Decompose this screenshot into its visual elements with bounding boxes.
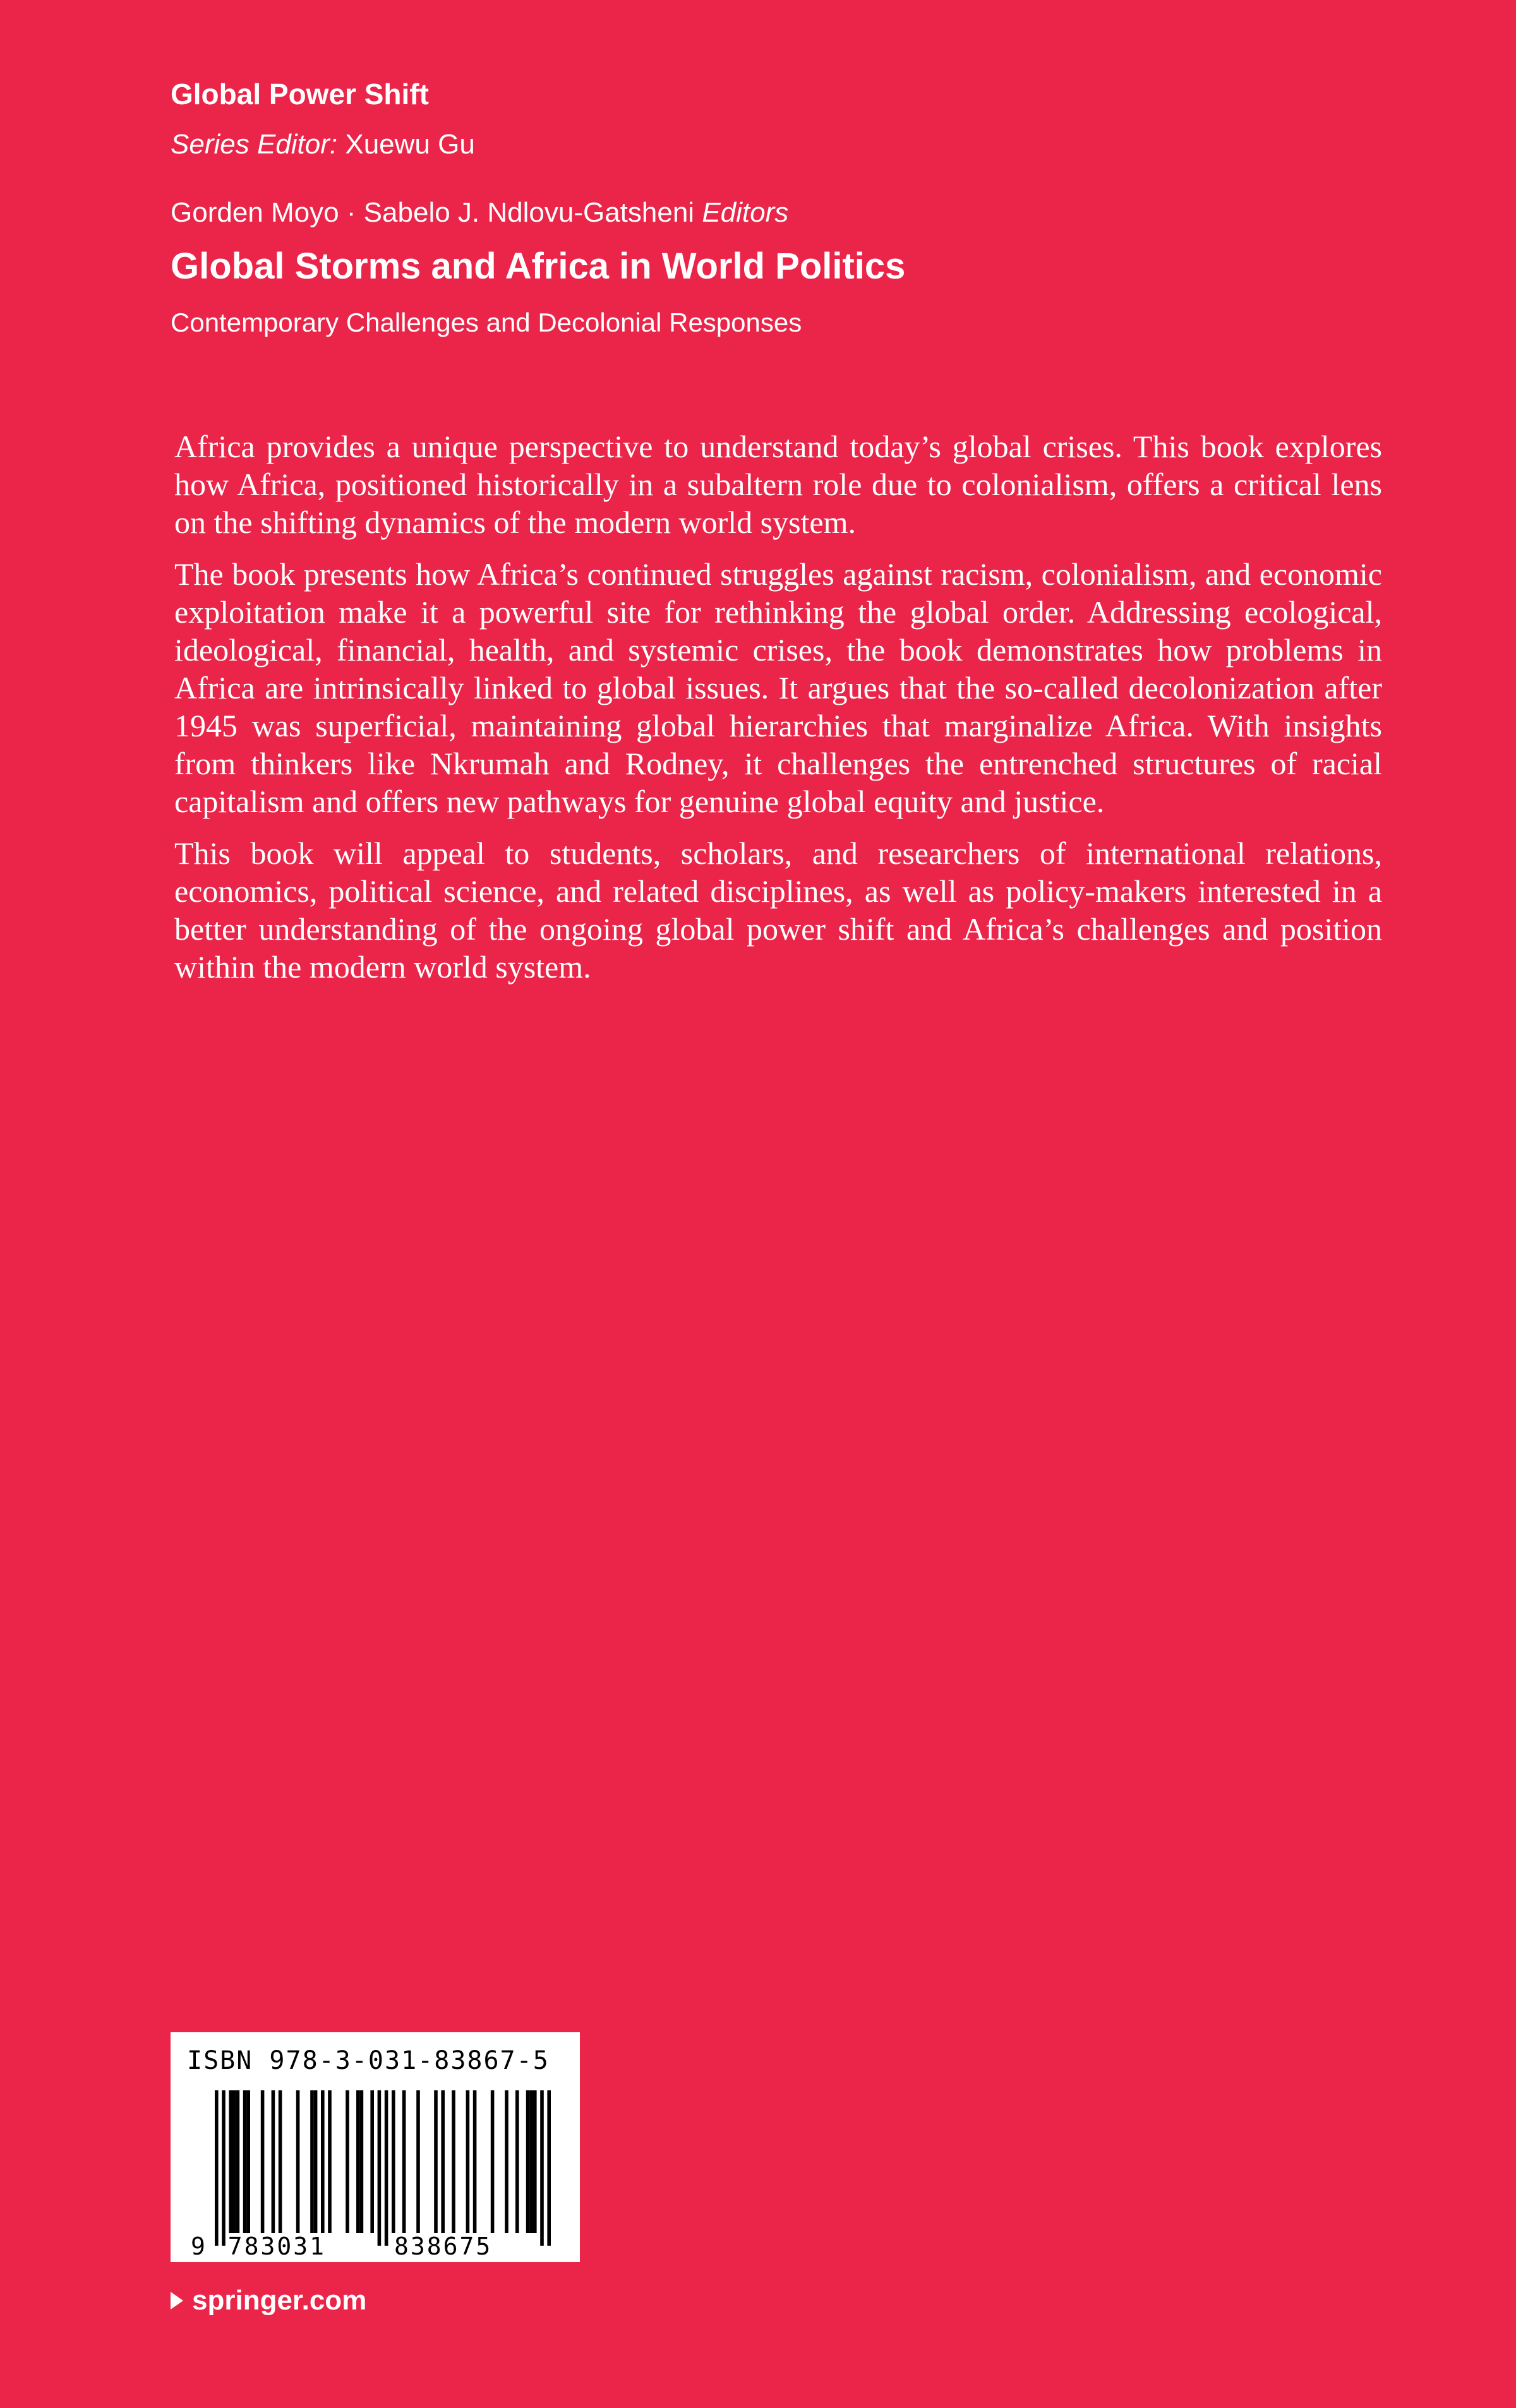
barcode-bar — [434, 2090, 438, 2233]
book-editors-names: Gorden Moyo · Sabelo J. Ndlovu-Gatsheni — [171, 197, 695, 228]
barcode-bar — [491, 2090, 495, 2233]
barcode-bar — [261, 2090, 265, 2233]
barcode-bar — [473, 2090, 477, 2233]
barcode-digit-first: 9 — [191, 2232, 207, 2260]
barcode-guard-bar — [540, 2090, 544, 2246]
barcode-bar — [279, 2090, 282, 2233]
barcode-bar — [402, 2090, 406, 2233]
barcode-guard-bar — [378, 2090, 382, 2246]
barcode-guard-bar — [385, 2090, 388, 2246]
barcode-bar — [466, 2090, 470, 2233]
barcode-bar — [505, 2090, 508, 2233]
springer-link[interactable] — [171, 2285, 366, 2316]
book-editors-role: Editors — [702, 197, 789, 228]
blurb-paragraph-3: This book will appeal to students, scholars, and researchers of international relations, economics, political science, and related disciplines, as well as policy-makers interested in a better understanding of the ongoing global power shift and Africa’s challenges and position within the modern world system. — [174, 836, 1382, 985]
isbn-barcode — [171, 2032, 580, 2262]
barcode-bar — [346, 2090, 349, 2233]
series-editor-label: Series Editor: — [171, 129, 338, 160]
barcode-bar — [533, 2090, 537, 2233]
barcode-bar — [328, 2090, 332, 2233]
series-title: Global Power Shift — [171, 78, 429, 111]
barcode-bar — [370, 2090, 374, 2233]
book-editors — [171, 197, 788, 229]
barcode-bar — [314, 2090, 318, 2233]
isbn-label: ISBN 978-3-031-83867-5 — [187, 2046, 550, 2075]
blurb — [174, 428, 1382, 1000]
barcode-bar — [416, 2090, 420, 2233]
barcode-bar — [243, 2090, 247, 2233]
barcode-bar — [321, 2090, 325, 2233]
barcode-bar — [236, 2090, 240, 2233]
book-subtitle: Contemporary Challenges and Decolonial Responses — [171, 308, 802, 337]
series-editor-name: Xuewu Gu — [345, 129, 475, 160]
blurb-paragraph-1: Africa provides a unique perspective to understand today’s global crises. This book explores how Africa, positioned historically in a subaltern role due to colonialism, offers a critical lens on the shifting dynamics of the modern world system. — [174, 429, 1382, 540]
barcode-bar — [272, 2090, 275, 2233]
barcode-guard-bar — [547, 2090, 551, 2246]
barcode-bar — [392, 2090, 395, 2233]
barcode-bar — [360, 2090, 364, 2233]
barcode-bar — [232, 2090, 236, 2233]
series-editor — [171, 129, 475, 160]
barcode-bar — [515, 2090, 519, 2233]
springer-link-text: springer.com — [192, 2285, 367, 2316]
barcode-bar — [246, 2090, 250, 2233]
blurb-paragraph-2: The book presents how Africa’s continued struggles against racism, colonialism, and economic exploitation make it a powerful site for rethinking the global order. Addressing ecological, ideological, financial, health, and systemic crises, the book demonstrates how problems in Africa are intrinsically linked to global issues. It argues that the so-called decolonization after 1945 was superficial, maintaining global hierarchies that marginalize Africa. With insights from thinkers like Nkrumah and Rodney, it challenges the entrenched structures of racial capitalism and offers new pathways for genuine global equity and justice. — [174, 556, 1382, 819]
barcode-digits-left: 783031 — [227, 2232, 327, 2260]
book-title: Global Storms and Africa in World Politics — [171, 246, 906, 287]
barcode-bar — [229, 2090, 232, 2233]
barcode-bar — [452, 2090, 455, 2233]
barcode-bar — [310, 2090, 314, 2233]
barcode-bar — [526, 2090, 530, 2233]
barcode-image — [171, 2032, 580, 2262]
barcode-guard-bar — [215, 2090, 219, 2246]
barcode-bar — [296, 2090, 300, 2233]
barcode-bar — [356, 2090, 360, 2233]
barcode-digits-right: 838675 — [394, 2232, 493, 2260]
arrow-right-icon — [171, 2292, 183, 2309]
barcode-bar — [529, 2090, 533, 2233]
barcode-bar — [441, 2090, 445, 2233]
barcode-guard-bar — [222, 2090, 226, 2246]
